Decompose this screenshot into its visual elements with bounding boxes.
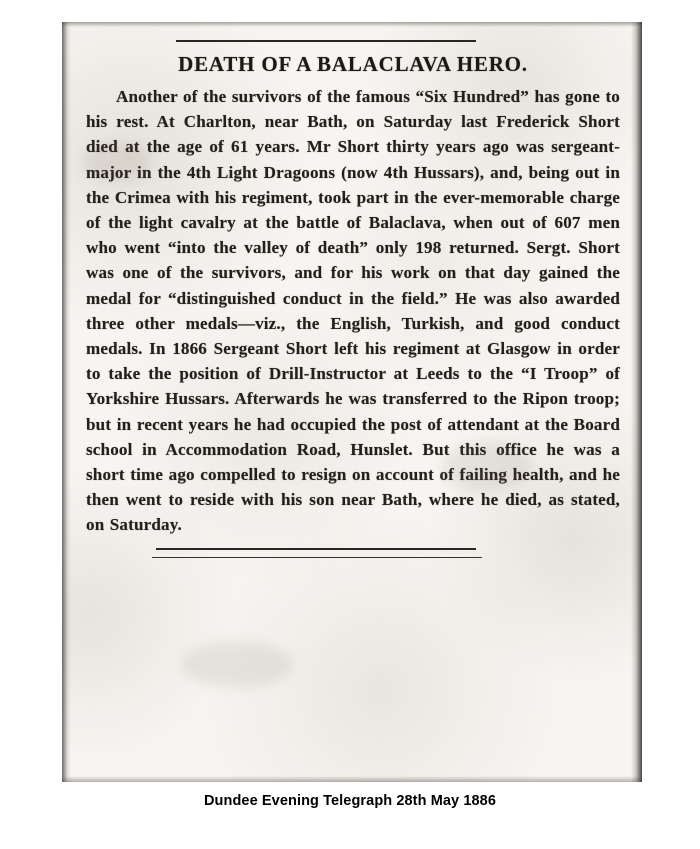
article-headline: DEATH OF A BALACLAVA HERO. <box>178 52 528 76</box>
article-column <box>62 22 642 782</box>
article-body: Another of the survivors of the famous “Six Hundred” has gone to his rest. At Charlton, near Bath, on Saturday last Frederick Short died at the age of 61 years. Mr Short thirty years ago was sergeant-major in the 4th Light Dragoons (now 4th Hussars), and, being out in the Crimea with his regiment, took part in the ever-memorable charge of the light cavalry at the battle of Balaclava, when out of 607 men who went “into the valley of death” only 198 returned. Sergt. Short was one of the survivors, and for his work on that day gained the medal for “distinguished conduct in the field.” He was also awarded three other medals—viz., the English, Turkish, and good conduct medals. In 1866 Sergeant Short left his regiment at Glasgow in order to take the position of Drill-Instructor at Leeds to the “I Troop” of Yorkshire Hussars. Afterwards he was transferred to the Ripon troop; but in recent years he had occupied the post of attendant at the Board school in Accommodation Road, Hunslet. But this office he was a short time ago compelled to resign on account of failing health, and he then went to reside with his son near Bath, where he died, as stated, on Saturday. <box>86 87 620 535</box>
newspaper-clipping <box>62 22 642 782</box>
rules-below-article <box>86 548 620 558</box>
rule-below-1 <box>156 548 476 550</box>
source-caption: Dundee Evening Telegraph 28th May 1886 <box>203 793 496 809</box>
rule-below-2 <box>152 557 482 558</box>
rule-above-headline <box>176 40 476 42</box>
